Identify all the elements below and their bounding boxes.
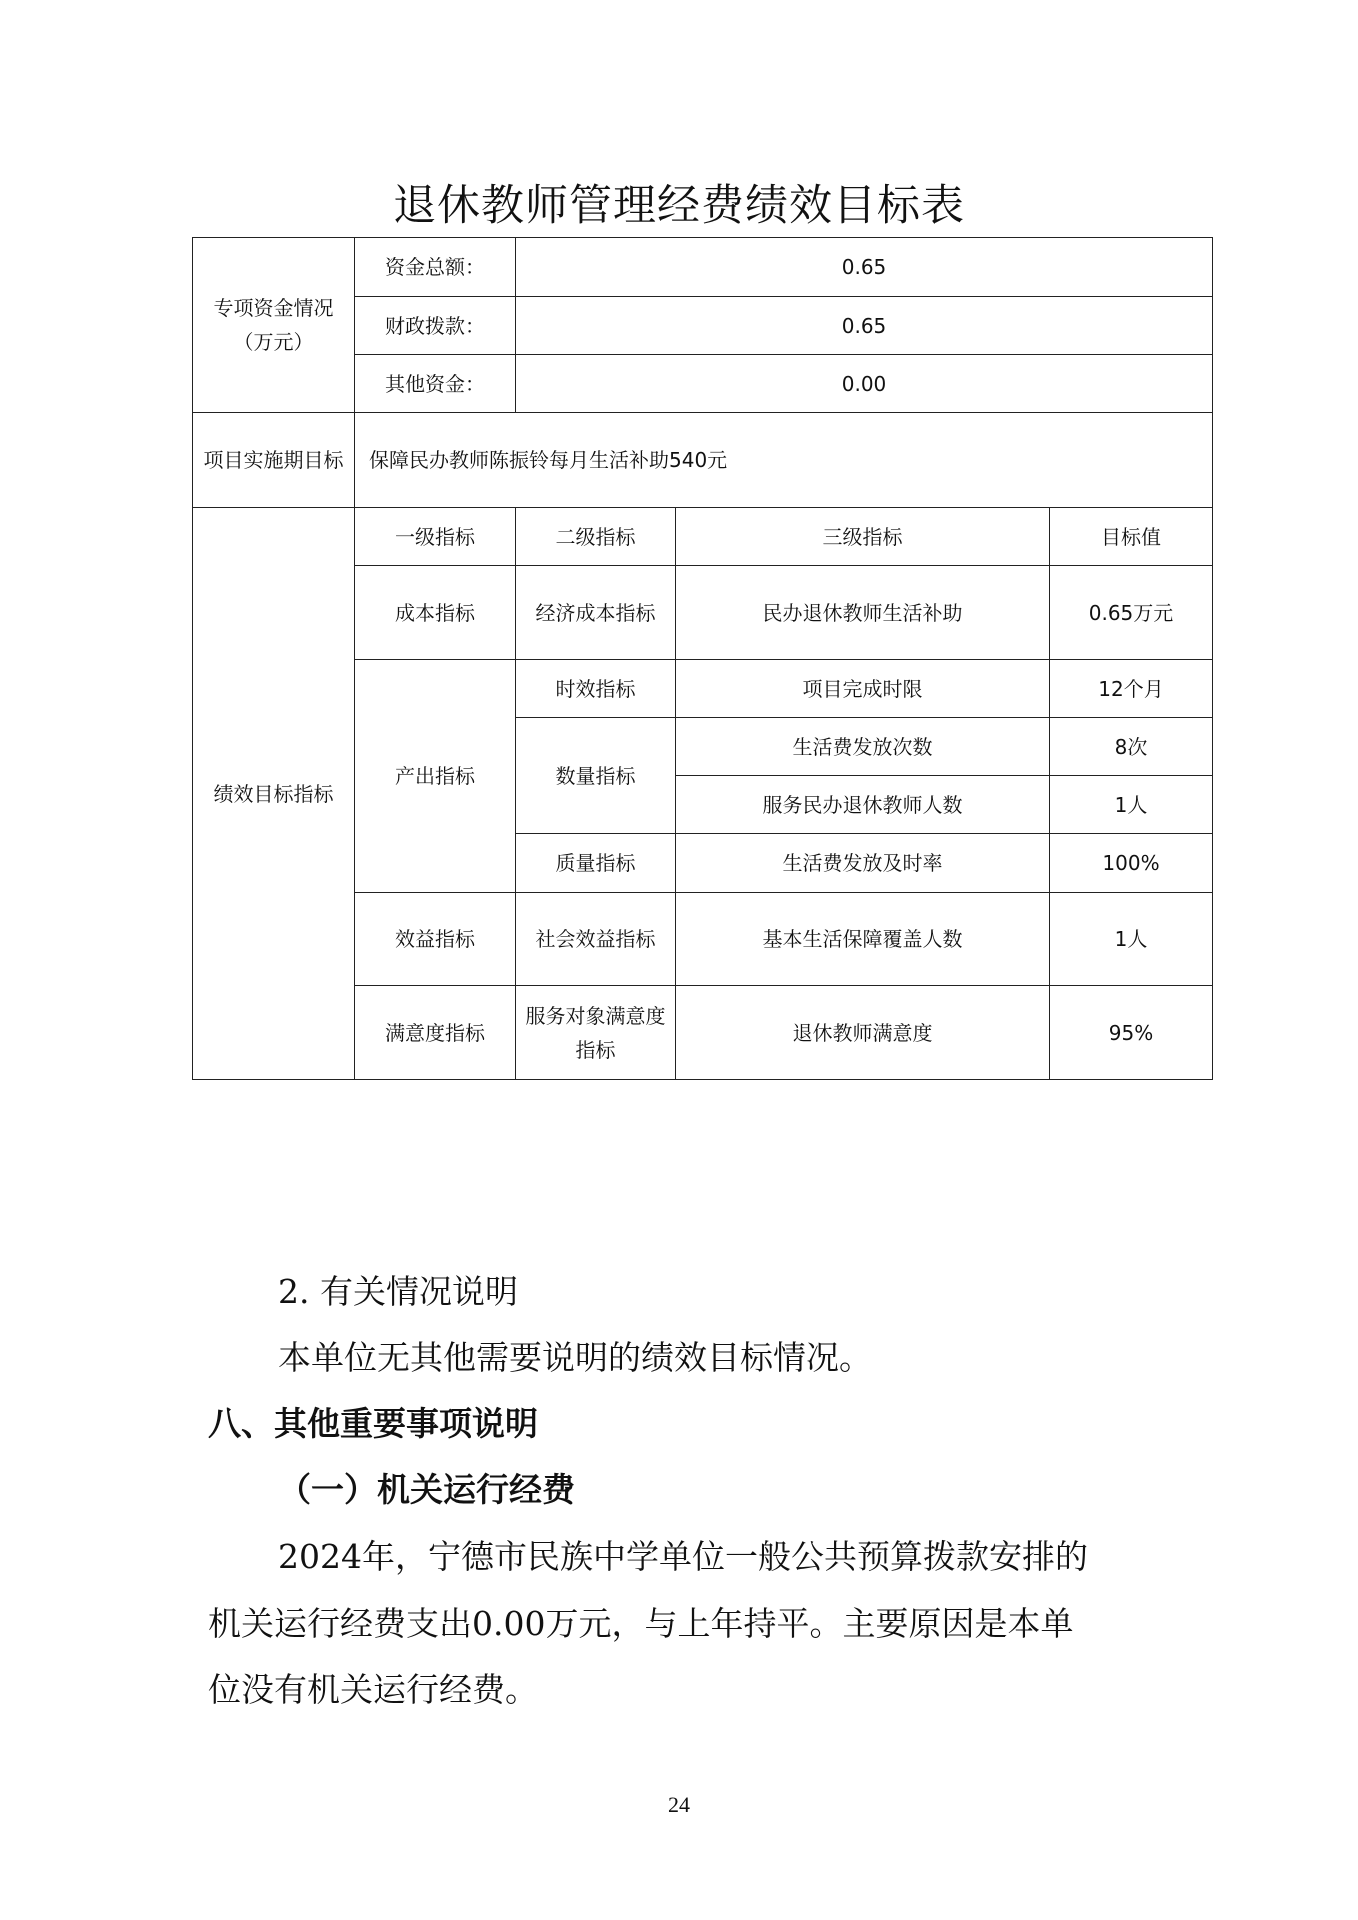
fund-row-value: 0.65 — [516, 238, 1213, 297]
time-l2: 时效指标 — [516, 660, 676, 718]
time-l3: 项目完成时限 — [676, 660, 1050, 718]
header-l3: 三级指标 — [676, 508, 1050, 566]
benefit-l1: 效益指标 — [355, 893, 516, 986]
output-l1: 产出指标 — [355, 660, 516, 893]
heading-operating-expenses: （一）机关运行经费 — [278, 1470, 575, 1509]
quality-l2: 质量指标 — [516, 834, 676, 893]
satisfaction-l1: 满意度指标 — [355, 986, 516, 1080]
heading-other-matters: 八、其他重要事项说明 — [208, 1404, 538, 1443]
perf-label: 绩效目标指标 — [193, 508, 355, 1080]
quality-l3: 生活费发放及时率 — [676, 834, 1050, 893]
quality-value: 100% — [1050, 834, 1213, 893]
cost-l1: 成本指标 — [355, 566, 516, 660]
related-notes-body: 本单位无其他需要说明的绩效目标情况。 — [278, 1338, 872, 1377]
table-title: 退休教师管理经费绩效目标表 — [393, 181, 965, 231]
header-value: 目标值 — [1050, 508, 1213, 566]
header-l1: 一级指标 — [355, 508, 516, 566]
header-l2: 二级指标 — [516, 508, 676, 566]
benefit-value: 1人 — [1050, 893, 1213, 986]
period-goal: 保障民办教师陈振铃每月生活补助540元 — [355, 413, 1213, 508]
paragraph-line: 2024年，宁德市民族中学单位一般公共预算拨款安排的 — [278, 1537, 1088, 1576]
satisfaction-value: 95% — [1050, 986, 1213, 1080]
page-number: 24 — [668, 1792, 690, 1817]
period-label: 项目实施期目标 — [193, 413, 355, 508]
satisfaction-l2: 服务对象满意度指标 — [516, 986, 676, 1080]
fund-row-value: 0.00 — [516, 355, 1213, 413]
cost-l2: 经济成本指标 — [516, 566, 676, 660]
fund-row-label: 其他资金： — [355, 355, 516, 413]
benefit-l2: 社会效益指标 — [516, 893, 676, 986]
fund-row-label: 资金总额： — [355, 238, 516, 297]
cost-l3: 民办退休教师生活补助 — [676, 566, 1050, 660]
quantity-value: 1人 — [1050, 776, 1213, 834]
performance-target-table — [192, 237, 1213, 1080]
satisfaction-l3: 退休教师满意度 — [676, 986, 1050, 1080]
quantity-l2: 数量指标 — [516, 718, 676, 834]
fund-label: 专项资金情况（万元） — [193, 238, 355, 413]
quantity-l3: 生活费发放次数 — [676, 718, 1050, 776]
time-value: 12个月 — [1050, 660, 1213, 718]
paragraph-line: 位没有机关运行经费。 — [208, 1670, 538, 1709]
quantity-l3: 服务民办退休教师人数 — [676, 776, 1050, 834]
quantity-value: 8次 — [1050, 718, 1213, 776]
benefit-l3: 基本生活保障覆盖人数 — [676, 893, 1050, 986]
fund-row-value: 0.65 — [516, 297, 1213, 355]
fund-row-label: 财政拨款： — [355, 297, 516, 355]
subheading-related-notes: 2. 有关情况说明 — [278, 1272, 518, 1311]
cost-value: 0.65万元 — [1050, 566, 1213, 660]
paragraph-line: 机关运行经费支出0.00万元，与上年持平。主要原因是本单 — [208, 1604, 1074, 1643]
